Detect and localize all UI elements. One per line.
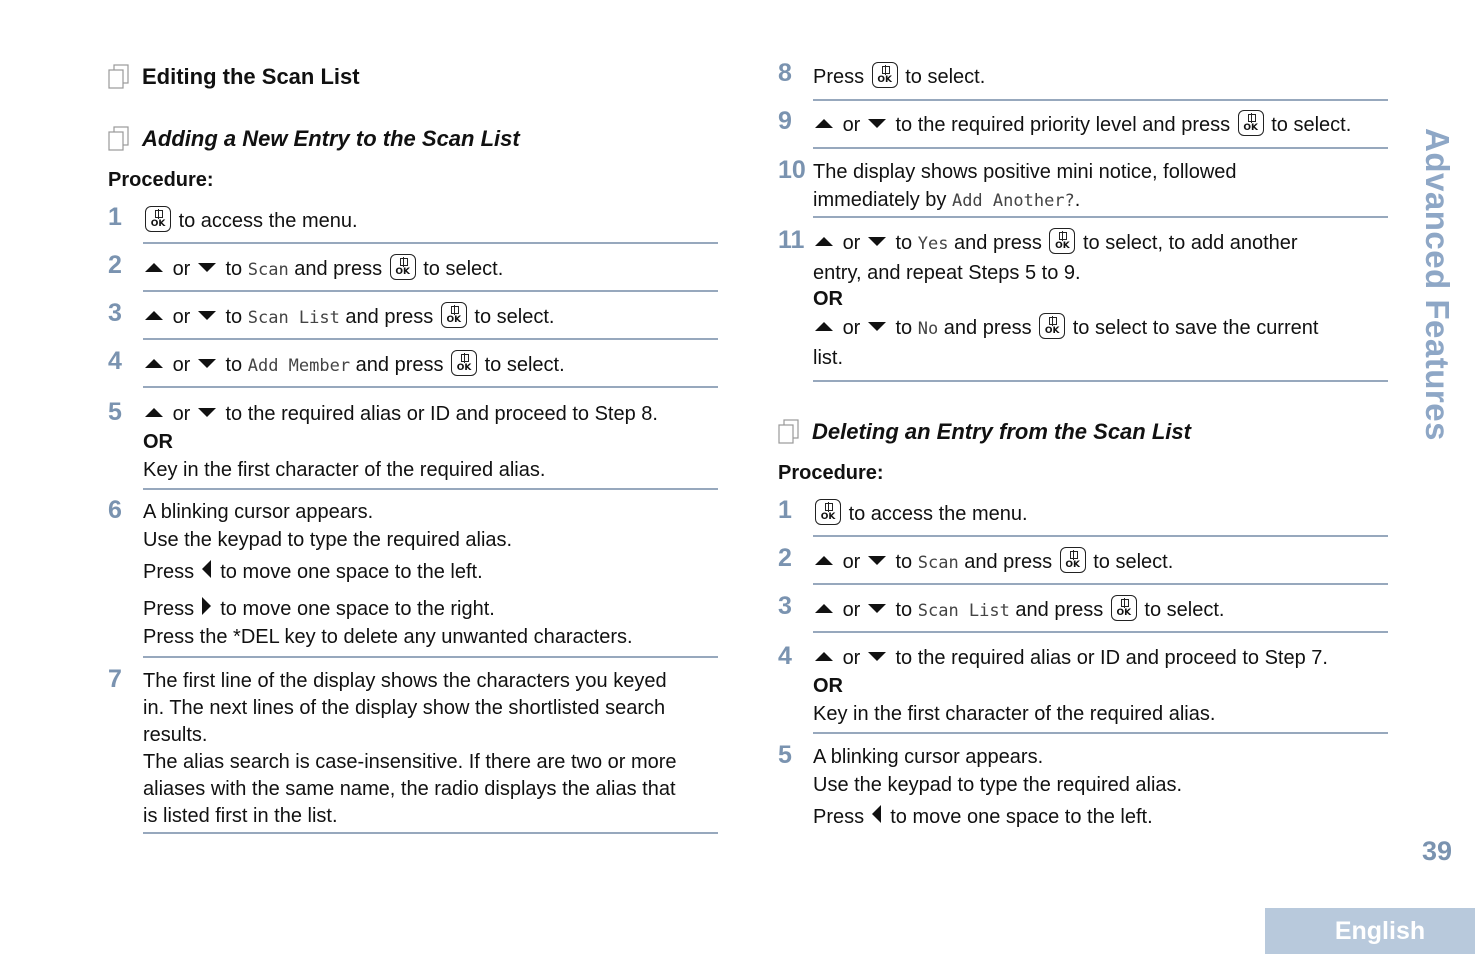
ok-key-icon: OK	[441, 302, 467, 328]
step-number: 2	[778, 544, 792, 572]
up-arrow-icon	[815, 322, 833, 331]
divider	[813, 732, 1388, 734]
step-number: 4	[778, 642, 792, 670]
option-no: No	[917, 319, 939, 339]
step-number: 5	[108, 398, 122, 426]
step-5: 5 or to the required alias or ID and proceed to Step 8. OR Key in the first character of the required alias.	[108, 398, 658, 481]
or-label: OR	[813, 675, 843, 697]
step-2: 2 or to Scan and press OK to select.	[108, 251, 504, 280]
down-arrow-icon	[868, 119, 886, 128]
chapter-title: Advanced Features	[1419, 128, 1456, 441]
procedure-label: Procedure:	[778, 462, 884, 484]
step-number: 5	[778, 741, 792, 769]
up-arrow-icon	[145, 311, 163, 320]
ok-key-icon: OK	[815, 499, 841, 525]
step-number: 3	[108, 299, 122, 327]
step-number: 7	[108, 665, 122, 693]
ok-key-icon: OK	[1049, 228, 1075, 254]
or-label: OR	[813, 288, 843, 310]
left-arrow-icon	[202, 560, 211, 578]
notepad-icon	[778, 419, 800, 445]
divider	[813, 216, 1388, 218]
step-4: 4 or to Add Member and press OK to select.	[108, 347, 565, 376]
divider	[813, 535, 1388, 537]
delete-step-2: 2 or to Scan and press OK to select.	[778, 544, 1174, 573]
delete-step-3: 3 or to Scan List and press OK to select.	[778, 592, 1225, 621]
step-7: 7 The first line of the display shows the characters you keyed in. The next lines of the display show the shortlisted search results. The alias search is case-insensitive. If there are two or more aliases with the same name, the radio displays the alias that is listed first in the list.	[108, 665, 677, 827]
ok-key-icon: OK	[390, 254, 416, 280]
subsection-title-adding: Adding a New Entry to the Scan List	[108, 126, 520, 152]
down-arrow-icon	[868, 604, 886, 613]
menu-item-scan-list: Scan List	[917, 601, 1010, 621]
up-arrow-icon	[815, 237, 833, 246]
down-arrow-icon	[198, 263, 216, 272]
step-8: 8 Press OK to select.	[778, 59, 986, 88]
step-number: 1	[778, 496, 792, 524]
right-arrow-icon	[202, 597, 211, 615]
divider	[143, 338, 718, 340]
down-arrow-icon	[198, 359, 216, 368]
step-1: 1 OK to access the menu.	[108, 203, 358, 232]
down-arrow-icon	[868, 237, 886, 246]
procedure-label: Procedure:	[108, 169, 214, 191]
divider	[143, 656, 718, 658]
ok-key-icon: OK	[451, 350, 477, 376]
display-text-add-another: Add Another?	[951, 191, 1075, 211]
step-number: 2	[108, 251, 122, 279]
ok-key-icon: OK	[145, 206, 171, 232]
notepad-icon	[108, 64, 130, 90]
down-arrow-icon	[868, 556, 886, 565]
up-arrow-icon	[815, 119, 833, 128]
up-arrow-icon	[815, 652, 833, 661]
up-arrow-icon	[815, 556, 833, 565]
step-number: 9	[778, 107, 792, 135]
ok-key-icon: OK	[1039, 313, 1065, 339]
divider	[143, 488, 718, 490]
step-number: 6	[108, 496, 122, 524]
language-tab: English	[1265, 908, 1475, 954]
subsection-title-deleting: Deleting an Entry from the Scan List	[778, 419, 1191, 445]
divider	[143, 386, 718, 388]
divider	[813, 99, 1388, 101]
divider	[813, 583, 1388, 585]
up-arrow-icon	[145, 408, 163, 417]
page-number: 39	[1422, 836, 1453, 866]
step-number: 8	[778, 59, 792, 87]
up-arrow-icon	[145, 263, 163, 272]
divider	[143, 832, 718, 834]
delete-step-5: 5 A blinking cursor appears. Use the keypad to type the required alias. Press to move one space to the left.	[778, 741, 1183, 828]
divider	[813, 631, 1388, 633]
step-number: 1	[108, 203, 122, 231]
menu-item-scan: Scan	[917, 553, 959, 573]
ok-key-icon: OK	[1238, 110, 1264, 136]
down-arrow-icon	[198, 311, 216, 320]
section-title: Editing the Scan List	[108, 64, 360, 90]
divider	[813, 380, 1388, 382]
ok-key-icon: OK	[1111, 595, 1137, 621]
divider	[143, 290, 718, 292]
divider	[143, 242, 718, 244]
up-arrow-icon	[145, 359, 163, 368]
step-10: 10 The display shows positive mini notice, followed immediately by Add Another?.	[778, 156, 1237, 211]
option-yes: Yes	[917, 234, 949, 254]
step-number: 11	[778, 226, 805, 254]
delete-step-4: 4 or to the required alias or ID and proceed to Step 7. OR Key in the first character of the required alias.	[778, 642, 1328, 725]
step-number: 3	[778, 592, 792, 620]
step-number: 10	[778, 156, 806, 184]
or-label: OR	[143, 431, 173, 453]
step-number: 4	[108, 347, 122, 375]
down-arrow-icon	[868, 652, 886, 661]
left-arrow-icon	[872, 805, 881, 823]
menu-item-add-member: Add Member	[247, 356, 351, 376]
step-9: 9 or to the required priority level and press OK to select.	[778, 107, 1352, 136]
step-3: 3 or to Scan List and press OK to select.	[108, 299, 555, 328]
down-arrow-icon	[868, 322, 886, 331]
menu-item-scan-list: Scan List	[247, 308, 340, 328]
up-arrow-icon	[815, 604, 833, 613]
divider	[813, 147, 1388, 149]
ok-key-icon: OK	[872, 62, 898, 88]
down-arrow-icon	[198, 408, 216, 417]
notepad-icon	[108, 126, 130, 152]
ok-key-icon: OK	[1060, 547, 1086, 573]
step-11: 11 or to Yes and press OK to select, to add another entry, and repeat Steps 5 to 9. OR or to No and press OK to select to save the current list.	[778, 226, 1319, 369]
delete-step-1: 1 OK to access the menu.	[778, 496, 1028, 525]
menu-item-scan: Scan	[247, 260, 289, 280]
step-6: 6 A blinking cursor appears. Use the keypad to type the required alias. Press to move one space to the left. Press to move one space to the right. Press the *DEL key to delete any unwanted characters.	[108, 496, 633, 648]
